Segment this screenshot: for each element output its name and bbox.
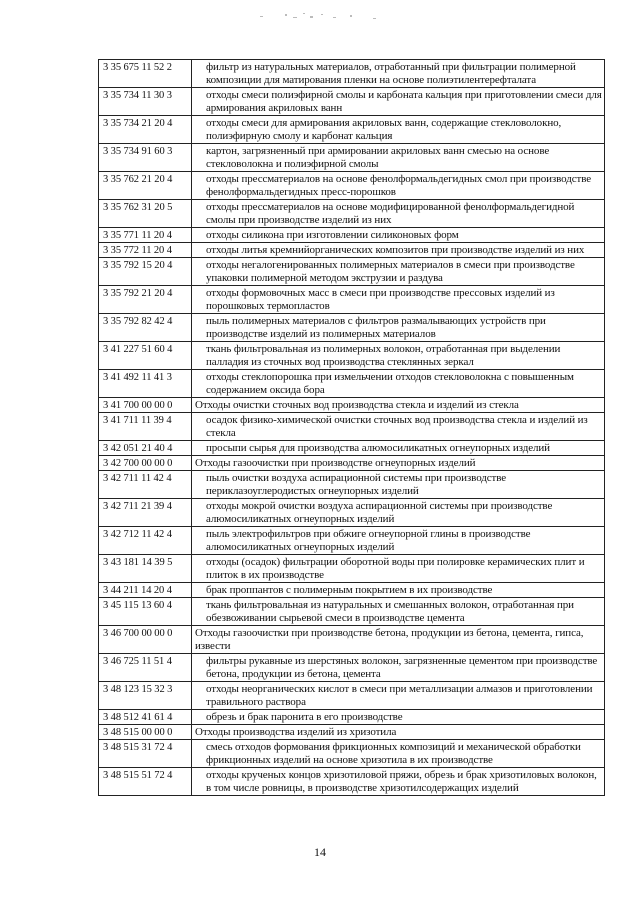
waste-description-cell: картон, загрязненный при армировании акриловых ванн смесью на основе стекловолокна и полиэфирной смолы: [192, 144, 605, 172]
waste-code-cell: 3 41 700 00 00 0: [99, 398, 192, 413]
waste-description-cell: брак проппантов с полимерным покрытием в их производстве: [192, 583, 605, 598]
waste-code-cell: 3 35 771 11 20 4: [99, 228, 192, 243]
table-row: [99, 441, 605, 456]
waste-description-cell: пыль электрофильтров при обжиге огнеупорной глины в производстве алюмосиликатных огнеупорных изделий: [192, 527, 605, 555]
waste-code-cell: 3 46 725 11 51 4: [99, 654, 192, 682]
waste-code-cell: 3 42 700 00 00 0: [99, 456, 192, 471]
waste-description-cell: пыль очистки воздуха аспирационной системы при производстве периклазоуглеродистых огнеупорных изделий: [192, 471, 605, 499]
table-row: [99, 471, 605, 499]
waste-description-cell: Отходы газоочистки при производстве бетона, продукции из бетона, цемента, гипса, извести: [192, 626, 605, 654]
waste-description-cell: отходы формовочных масс в смеси при производстве прессовых изделий из порошковых термопластов: [192, 286, 605, 314]
waste-code-cell: 3 41 492 11 41 3: [99, 370, 192, 398]
waste-description-cell: отходы литья кремнийорганических композитов при производстве изделий из них: [192, 243, 605, 258]
table-group-row: [99, 456, 605, 471]
scan-artifact-marks: [255, 10, 385, 22]
waste-description-cell: осадок физико-химической очистки сточных вод производства стекла и изделий из стекла: [192, 413, 605, 441]
table-row: [99, 499, 605, 527]
table-row: [99, 286, 605, 314]
table-row: [99, 598, 605, 626]
waste-description-cell: пыль полимерных материалов с фильтров размалывающих устройств при производстве изделий из полимерных материалов: [192, 314, 605, 342]
waste-code-cell: 3 43 181 14 39 5: [99, 555, 192, 583]
table-row: [99, 258, 605, 286]
waste-code-cell: 3 35 734 91 60 3: [99, 144, 192, 172]
table-row: [99, 314, 605, 342]
table-group-row: [99, 398, 605, 413]
waste-description-cell: отходы смеси для армирования акриловых ванн, содержащие стекловолокно, полиэфирную смолу и карбонат кальция: [192, 116, 605, 144]
table-row: [99, 200, 605, 228]
waste-code-cell: 3 42 051 21 40 4: [99, 441, 192, 456]
waste-description-cell: Отходы очистки сточных вод производства стекла и изделий из стекла: [192, 398, 605, 413]
waste-description-cell: фильтры рукавные из шерстяных волокон, загрязненные цементом при производстве бетона, продукции из бетона, цемента: [192, 654, 605, 682]
table-row: [99, 710, 605, 725]
waste-code-cell: 3 48 515 31 72 4: [99, 740, 192, 768]
waste-code-cell: 3 48 512 41 61 4: [99, 710, 192, 725]
waste-code-cell: 3 46 700 00 00 0: [99, 626, 192, 654]
waste-description-cell: Отходы производства изделий из хризотила: [192, 725, 605, 740]
waste-code-cell: 3 48 123 15 32 3: [99, 682, 192, 710]
waste-code-cell: 3 35 792 82 42 4: [99, 314, 192, 342]
waste-code-cell: 3 48 515 00 00 0: [99, 725, 192, 740]
waste-code-cell: 3 42 711 11 42 4: [99, 471, 192, 499]
waste-description-cell: смесь отходов формования фрикционных композиций и механической обработки фрикционных изделий на основе хризотила в их производстве: [192, 740, 605, 768]
table-row: [99, 527, 605, 555]
waste-description-cell: отходы смеси полиэфирной смолы и карбоната кальция при приготовлении смеси для армирования акриловых ванн: [192, 88, 605, 116]
table-row: [99, 88, 605, 116]
waste-description-cell: отходы неорганических кислот в смеси при металлизации алмазов и приготовлении травильного раствора: [192, 682, 605, 710]
waste-code-cell: 3 42 712 11 42 4: [99, 527, 192, 555]
table-row: [99, 682, 605, 710]
waste-description-cell: отходы мокрой очистки воздуха аспирационной системы при производстве алюмосиликатных огнеупорных изделий: [192, 499, 605, 527]
table-row: [99, 413, 605, 441]
waste-description-cell: отходы негалогенированных полимерных материалов в смеси при производстве упаковки полимерной методом экструзии и раздува: [192, 258, 605, 286]
waste-code-cell: 3 44 211 14 20 4: [99, 583, 192, 598]
waste-code-cell: 3 35 792 15 20 4: [99, 258, 192, 286]
waste-description-cell: просыпи сырья для производства алюмосиликатных огнеупорных изделий: [192, 441, 605, 456]
waste-description-cell: Отходы газоочистки при производстве огнеупорных изделий: [192, 456, 605, 471]
waste-code-cell: 3 35 792 21 20 4: [99, 286, 192, 314]
table-row: [99, 654, 605, 682]
table-row: [99, 583, 605, 598]
table-row: [99, 370, 605, 398]
waste-description-cell: отходы стеклопорошка при измельчении отходов стекловолокна с повышенным содержанием оксида бора: [192, 370, 605, 398]
waste-codes-table: [98, 59, 605, 796]
waste-code-cell: 3 41 711 11 39 4: [99, 413, 192, 441]
waste-code-cell: 3 45 115 13 60 4: [99, 598, 192, 626]
waste-code-cell: 3 48 515 51 72 4: [99, 768, 192, 796]
page-number: 14: [314, 845, 326, 859]
table-row: [99, 228, 605, 243]
waste-code-cell: 3 35 675 11 52 2: [99, 60, 192, 88]
waste-description-cell: ткань фильтровальная из натуральных и смешанных волокон, отработанная при обезвоживании сырьевой смеси в производстве цемента: [192, 598, 605, 626]
table-row: [99, 172, 605, 200]
waste-description-cell: отходы крученых концов хризотиловой пряжи, обрезь и брак хризотиловых волокон, в том числе ровницы, в производстве хризотилсодержащих изделий: [192, 768, 605, 796]
table-row: [99, 342, 605, 370]
table-row: [99, 768, 605, 796]
table-group-row: [99, 626, 605, 654]
table-row: [99, 60, 605, 88]
waste-description-cell: отходы (осадок) фильтрации оборотной воды при полировке керамических плит и плиток в их производстве: [192, 555, 605, 583]
table-row: [99, 116, 605, 144]
waste-description-cell: отходы прессматериалов на основе модифицированной фенолформальдегидной смолы при производстве изделий из них: [192, 200, 605, 228]
waste-description-cell: ткань фильтровальная из полимерных волокон, отработанная при выделении палладия из сточных вод производства стеклянных зеркал: [192, 342, 605, 370]
waste-code-cell: 3 41 227 51 60 4: [99, 342, 192, 370]
waste-description-cell: отходы силикона при изготовлении силиконовых форм: [192, 228, 605, 243]
table-row: [99, 243, 605, 258]
table-row: [99, 740, 605, 768]
waste-code-cell: 3 35 762 21 20 4: [99, 172, 192, 200]
waste-description-cell: отходы прессматериалов на основе фенолформальдегидных смол при производстве фенолформальдегидных пресс-порошков: [192, 172, 605, 200]
waste-code-cell: 3 35 734 21 20 4: [99, 116, 192, 144]
waste-description-cell: фильтр из натуральных материалов, отработанный при фильтрации полимерной композиции для матирования пленки на основе полиэтилентерефталата: [192, 60, 605, 88]
waste-code-cell: 3 42 711 21 39 4: [99, 499, 192, 527]
waste-code-cell: 3 35 734 11 30 3: [99, 88, 192, 116]
table-group-row: [99, 725, 605, 740]
waste-description-cell: обрезь и брак паронита в его производстве: [192, 710, 605, 725]
waste-code-cell: 3 35 762 31 20 5: [99, 200, 192, 228]
waste-code-cell: 3 35 772 11 20 4: [99, 243, 192, 258]
table-row: [99, 144, 605, 172]
table-row: [99, 555, 605, 583]
